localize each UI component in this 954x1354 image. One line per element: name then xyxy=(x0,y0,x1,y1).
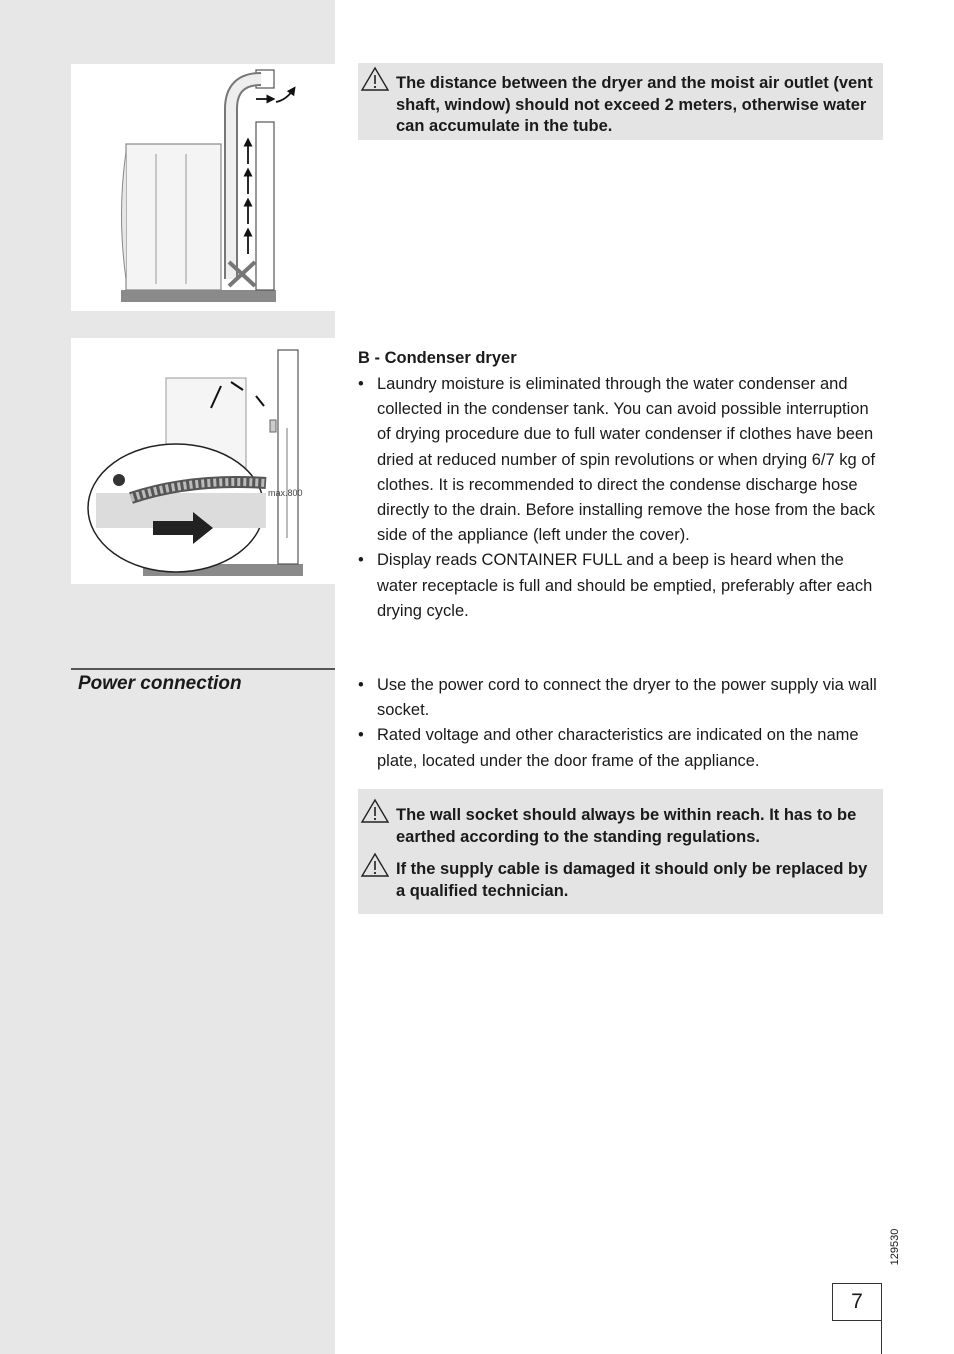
warning-item xyxy=(396,859,877,902)
vent-duct-illustration xyxy=(71,64,335,311)
warning-text: If the supply cable is damaged it should only be replaced by a qualified technician. xyxy=(396,860,868,900)
power-connection-heading: Power connection xyxy=(78,673,242,694)
page-number-tail-line xyxy=(881,1321,882,1354)
warning-text: The distance between the dryer and the moist air outlet (vent shaft, window) should not exceed 2 meters, otherwise water can accumulate in the tube. xyxy=(396,74,873,135)
page-number: 7 xyxy=(832,1283,882,1321)
power-bullet-list xyxy=(358,673,884,774)
warning-triangle-icon xyxy=(360,66,390,92)
warning-triangle-icon xyxy=(360,798,390,824)
bullet-item: • Use the power cord to connect the dryer to the power supply via wall socket. xyxy=(358,673,884,723)
bullet-item: • Rated voltage and other characteristics are indicated on the name plate, located under the door frame of the appliance. xyxy=(358,723,884,773)
bullet-item: • Display reads CONTAINER FULL and a beep is heard when the water receptacle is full and should be emptied, preferably after each drying cycle. xyxy=(358,548,884,624)
condenser-hose-illustration xyxy=(71,338,335,584)
bullet-item: • Laundry moisture is eliminated through the water condenser and collected in the condenser tank. You can avoid possible interruption of drying procedure due to full water condenser if clothes have been dried at reduced number of spin revolutions or when drying 6/7 kg of clothes. It is recommended to direct the condense discharge hose directly to the drain. Before installing remove the hose from the back side of the appliance (left under the cover). xyxy=(358,372,884,548)
warning-triangle-icon xyxy=(360,852,390,878)
condenser-section-title: B - Condenser dryer xyxy=(358,349,517,367)
warning-item xyxy=(396,805,877,848)
vent-distance-warning-box xyxy=(358,63,883,140)
warning-item xyxy=(396,73,877,138)
warning-text: The wall socket should always be within reach. It has to be earthed according to the standing regulations. xyxy=(396,806,857,846)
document-code: 129530 xyxy=(889,1228,901,1266)
section-divider xyxy=(71,668,335,670)
power-warning-box xyxy=(358,789,883,914)
max-height-label: max.800 xyxy=(268,488,303,498)
condenser-bullet-list xyxy=(358,372,884,624)
